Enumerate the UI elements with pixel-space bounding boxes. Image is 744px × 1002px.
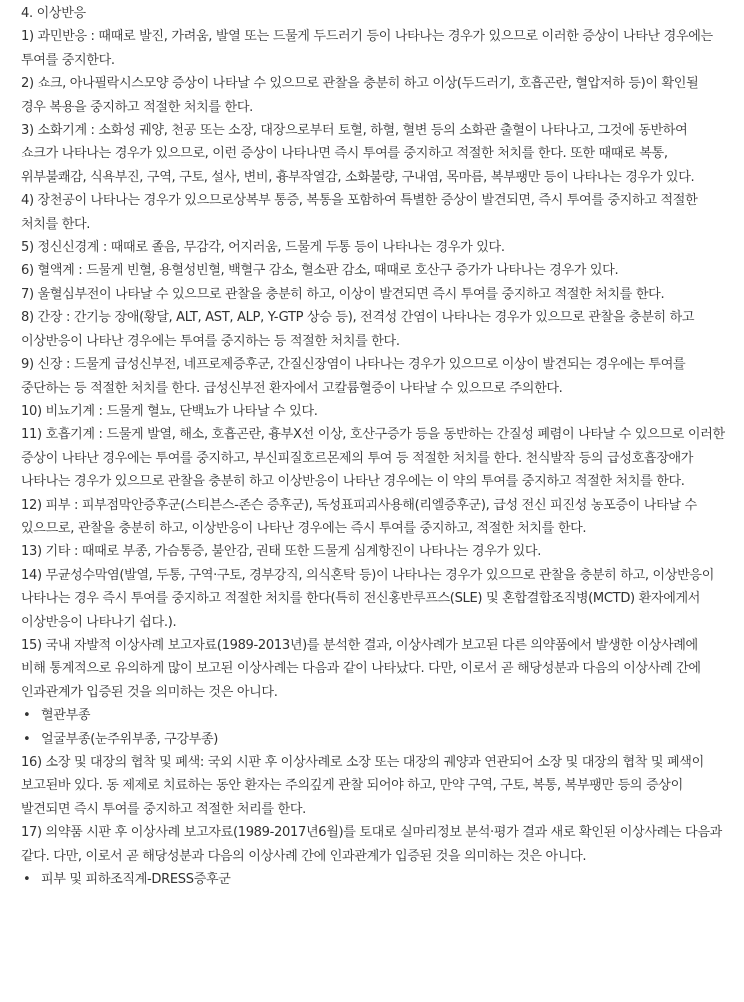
paragraph-9: 9) 신장 : 드물게 급성신부전, 네프로제증후군, 간질신장염이 나타나는 경우가 있으므로 이상이 발견되는 경우에는 투여를 중단하는 등 적절한 처치를 한다. 급성신부전 환자에서 고칼륨혈증이 나타날 수 있으므로 주의한다. [21, 357, 686, 396]
bullet-text: 혈관부종 [41, 708, 91, 724]
bullet-dot-icon: • [23, 708, 31, 724]
paragraph-5: 5) 정신신경계 : 때때로 졸음, 무감각, 어지러움, 드물게 두통 등이 나타나는 경우가 있다. [21, 240, 505, 256]
paragraph-10: 10) 비뇨기계 : 드물게 혈뇨, 단백뇨가 나타날 수 있다. [21, 403, 318, 419]
paragraph-16: 16) 소장 및 대장의 협착 및 폐색: 국외 시판 후 이상사례로 소장 또는 대장의 궤양과 연관되어 소장 및 대장의 협착 및 폐색이 보고된바 있다. 동 제제로 치료하는 동안 환자는 주의깊게 관찰 되어야 하고, 만약 구역, 구토, 복통, 복부팽만 등의 증상이 발견되면 즉시 투여를 중지하고 적절한 처리를 한다. [21, 755, 704, 817]
bullet-item [21, 728, 726, 751]
paragraph-17: 17) 의약품 시판 후 이상사례 보고자료(1989-2017년6월)를 토대로 실마리정보 분석·평가 결과 새로 확인된 이상사례는 다음과 같다. 다만, 이로서 곧 해당성분과 다음의 이상사례 간에 인과관계가 입증된 것을 의미하는 것은 아니다. [21, 825, 722, 864]
paragraph-14: 14) 무균성수막염(발열, 두통, 구역·구토, 경부강직, 의식혼탁 등)이 나타나는 경우가 있으므로 관찰을 충분히 하고, 이상반응이 나타나는 경우 즉시 투여를 중지하고 적절한 처치를 한다(특히 전신홍반루프스(SLE) 및 혼합결합조직병(MCTD) 환자에게서 이상반응이 나타나기 쉽다.). [21, 567, 714, 630]
paragraph-13: 13) 기타 : 때때로 부종, 가슴통증, 불안감, 권태 또한 드물게 심계항진이 나타나는 경우가 있다. [21, 544, 542, 560]
paragraph-11: 11) 호흡기계 : 드물게 발열, 해소, 호흡곤란, 흉부X선 이상, 호산구증가 등을 동반하는 간질성 폐렴이 나타날 수 있으므로 이러한 증상이 나타난 경우에는 투여를 중지하고, 부신피질호르몬제의 투여 등 적절한 처치를 한다. 천식발작 등의 급성호흡장애가 나타나는 경우가 있으므로 관찰을 충분히 하고 이상반응이 나타난 경우에는 이 약의 투여를 중지하고 적절한 처치를 한다. [21, 427, 725, 490]
paragraph-2: 2) 쇼크, 아나필락시스모양 증상이 나타날 수 있으므로 관찰을 충분히 하고 이상(두드러기, 호흡곤란, 혈압저하 등)이 확인될 경우 복용을 중지하고 적절한 처치를 한다. [21, 76, 699, 115]
bullet-text: 얼굴부종(눈주위부종, 구강부종) [41, 731, 219, 747]
bullet-dot-icon: • [23, 731, 31, 747]
paragraph-4: 4) 장천공이 나타나는 경우가 있으므로상복부 통증, 복통을 포함하여 특별한 증상이 발견되면, 즉시 투여를 중지하고 적절한 처치를 한다. [21, 193, 698, 232]
bullet-text: 피부 및 피하조직계-DRESS증후군 [41, 872, 231, 888]
paragraph-7: 7) 울혈심부전이 나타날 수 있으므로 관찰을 충분히 하고, 이상이 발견되면 즉시 투여를 중지하고 적절한 처치를 한다. [21, 286, 665, 302]
bullet-dot-icon: • [23, 872, 31, 888]
paragraph-8: 8) 간장 : 간기능 장애(황달, ALT, AST, ALP, Y-GTP 상승 등), 전격성 간염이 나타나는 경우가 있으므로 관찰을 충분히 하고 이상반응이 나타난 경우에는 투여를 중지하는 등 적절한 처치를 한다. [21, 310, 695, 349]
paragraph-3: 3) 소화기계 : 소화성 궤양, 천공 또는 소장, 대장으로부터 토혈, 하혈, 혈변 등의 소화관 출혈이 나타나고, 그것에 동반하여 쇼크가 나타나는 경우가 있으므로, 이런 증상이 나타나면 즉시 투여를 중지하고 적절한 처치를 한다. 또한 때때로 복통, 위부불쾌감, 식욕부진, 구역, 구토, 설사, 변비, 흉부작열감, 소화불량, 구내염, 목마름, 복부팽만 등이 나타나는 경우가 있다. [21, 123, 695, 185]
section-heading: 4. 이상반응 [21, 6, 86, 21]
bullet-item [21, 704, 726, 727]
paragraph-1: 1) 과민반응 : 때때로 발진, 가려움, 발열 또는 드물게 두드러기 등이 나타나는 경우가 있으므로 이러한 증상이 나타난 경우에는 투여를 중지한다. [21, 29, 713, 68]
paragraph-12: 12) 피부 : 피부점막안증후군(스티븐스-존슨 증후군), 독성표피괴사용해(리엘증후군), 급성 전신 피진성 농포증이 나타날 수 있으므로, 관찰을 충분히 하고, 이상반응이 나타난 경우에는 즉시 투여를 중지하고, 적절한 처치를 한다. [21, 497, 697, 536]
bullet-item [21, 868, 726, 891]
paragraph-15: 15) 국내 자발적 이상사례 보고자료(1989-2013년)를 분석한 결과, 이상사례가 보고된 다른 의약품에서 발생한 이상사례에 비해 통계적으로 유의하게 많이 보고된 이상사례는 다음과 같이 나타났다. 다만, 이로서 곧 해당성분과 다음의 이상사례 간에 인과관계가 입증된 것을 의미하는 것은 아니다. [21, 637, 701, 700]
paragraph-6: 6) 혈액계 : 드물게 빈혈, 용혈성빈혈, 백혈구 감소, 혈소판 감소, 때때로 호산구 증가가 나타나는 경우가 있다. [21, 263, 619, 279]
